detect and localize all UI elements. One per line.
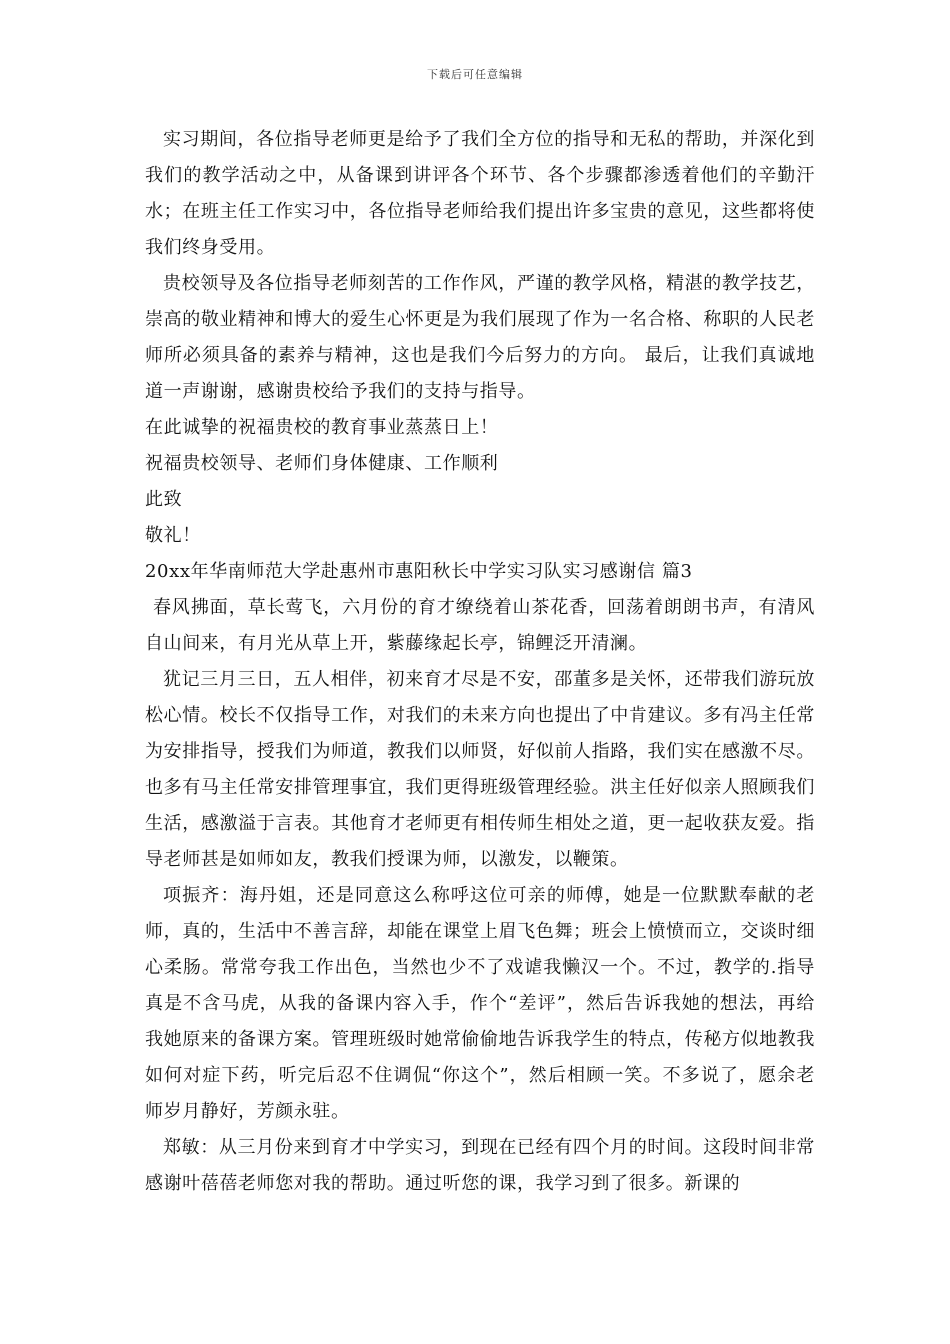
paragraph-guidance: 实习期间，各位指导老师更是给予了我们全方位的指导和无私的帮助，并深化到我们的教学活动之中，从备课到讲评各个环节、各个步骤都渗透着他们的辛勤汗水；在班主任工作实习中，各位指导老师给我们提出许多宝贵的意见，这些都将使我们终身受用。 <box>145 129 815 258</box>
paragraph-school-leaders: 贵校领导及各位指导老师刻苦的工作作风，严谨的教学风格，精湛的教学技艺，崇高的敬业精神和博大的爱生心怀更是为我们展现了作为一名合格、称职的人民老师所必须具备的素养与精神，这也是我们今后努力的方向。 最后，让我们真诚地道一声谢谢，感谢贵校给予我们的支持与指导。 <box>145 273 815 402</box>
page-header-note: 下载后可任意编辑 <box>427 68 523 81</box>
paragraph-spring: 春风拂面，草长莺飞，六月份的育才缭绕着山茶花香，回荡着朗朗书声，有清风自山间来，有月光从草上开，紫藤缘起长亭，锦鲤泛开清澜。 <box>145 597 815 654</box>
paragraph-zheng-min: 郑敏：从三月份来到育才中学实习，到现在已经有四个月的时间。这段时间非常感谢叶蓓蓓老师您对我的帮助。通过听您的课，我学习到了很多。新课的 <box>145 1137 815 1194</box>
paragraph-blessing: 在此诚挚的祝福贵校的教育事业蒸蒸日上！ <box>145 417 499 438</box>
salutation-jingli: 敬礼！ <box>145 525 201 546</box>
salutation-cizhi: 此致 <box>145 489 183 510</box>
paragraph-wishes: 祝福贵校领导、老师们身体健康、工作顺利 <box>145 453 499 474</box>
section-title: 20xx年华南师范大学赴惠州市惠阳秋长中学实习队实习感谢信 篇3 <box>145 561 693 582</box>
paragraph-xiang-zhenqi: 项振齐：海丹姐，还是同意这么称呼这位可亲的师傅，她是一位默默奉献的老师，真的，生活中不善言辞，却能在课堂上眉飞色舞；班会上愤愤而立，交谈时细心柔肠。常常夸我工作出色，当然也少不了戏谑我懒汉一个。不过，教学的.指导真是不含马虎，从我的备课内容入手，作个“差评”，然后告诉我她的想法，再给我她原来的备课方案。管理班级时她常偷偷地告诉我学生的特点，传秘方似地教我如何对症下药，听完后忍不住调侃“你这个”，然后相顾一笑。不多说了，愿余老师岁月静好，芳颜永驻。 <box>145 885 815 1122</box>
letter-body <box>145 122 815 1202</box>
paragraph-memories: 犹记三月三日，五人相伴，初来育才尽是不安，邵董多是关怀，还带我们游玩放松心情。校长不仅指导工作，对我们的未来方向也提出了中肯建议。多有冯主任常为安排指导，授我们为师道，教我们以师贤，好似前人指路，我们实在感激不尽。也多有马主任常安排管理事宜，我们更得班级管理经验。洪主任好似亲人照顾我们生活，感激溢于言表。其他育才老师更有相传师生相处之道，更一起收获友爱。指导老师甚是如师如友，教我们授课为师，以激发，以鞭策。 <box>145 669 815 870</box>
